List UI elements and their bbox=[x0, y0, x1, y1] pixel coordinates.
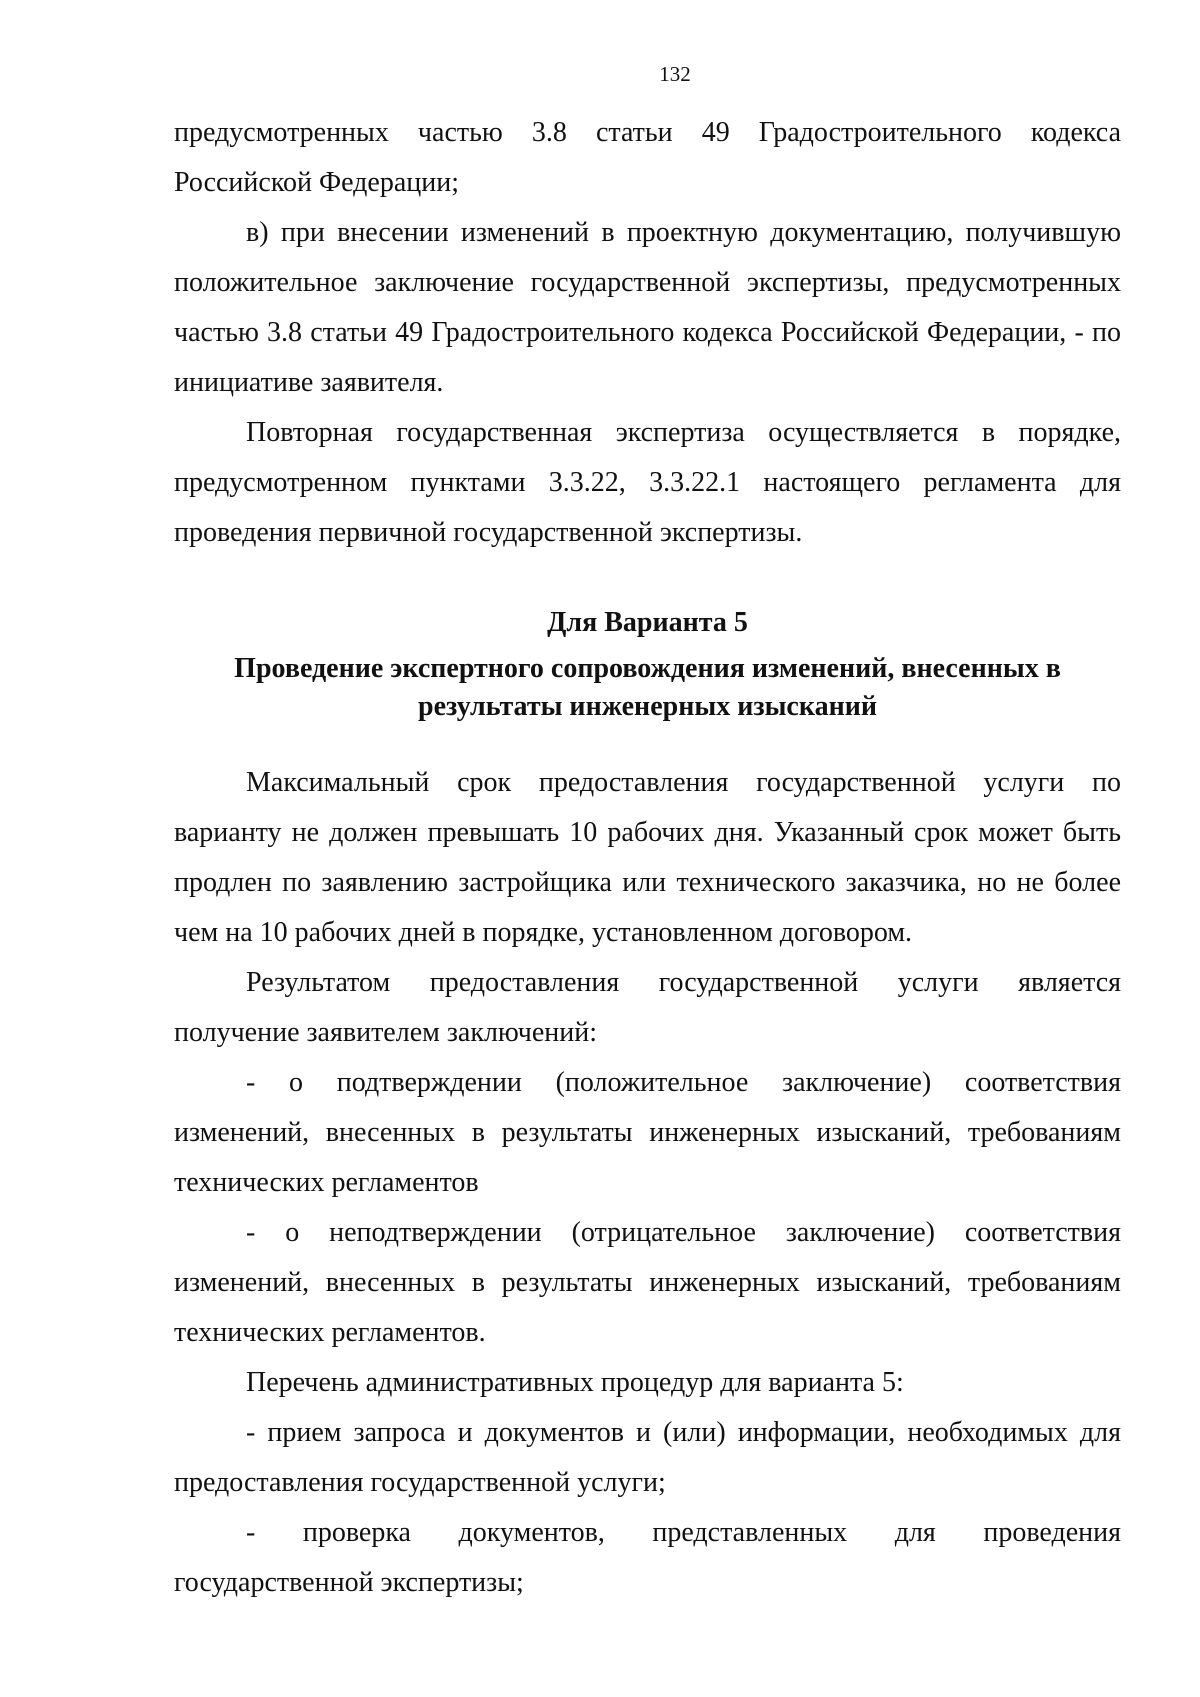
list-item-positive: - о подтверждении (положительное заключение) соответствия изменений, внесенных в результаты инженерных изысканий, требованиям технических регламентов bbox=[174, 1067, 1121, 1198]
heading-title-line-2: результаты инженерных изысканий bbox=[418, 691, 877, 722]
page-number: 132 bbox=[659, 62, 691, 86]
paragraph-item-v: в) при внесении изменений в проектную документацию, получившую положительное заключение государственной экспертизы, предусмотренных частью 3.8 статьи 49 Градостроительного кодекса Российской Федерации, - по инициативе заявителя. bbox=[174, 217, 1121, 398]
text-block-2 bbox=[174, 758, 1121, 1608]
list-item-request: - прием запроса и документов и (или) информации, необходимых для предоставления государственной услуги; bbox=[174, 1417, 1121, 1498]
list-item-check-documents: - проверка документов, представленных для проведения государственной экспертизы; bbox=[174, 1517, 1121, 1598]
paragraph-continuation: предусмотренных частью 3.8 статьи 49 Градостроительного кодекса Российской Федерации; bbox=[174, 117, 1121, 198]
paragraph-max-term: Максимальный срок предоставления государственной услуги по варианту не должен превышать 10 рабочих дня. Указанный срок может быть продлен по заявлению застройщика или технического заказчика, но не более чем на 10 рабочих дней в порядке, установленном договором. bbox=[174, 767, 1121, 948]
section-heading bbox=[174, 604, 1121, 726]
heading-title-line-1: Проведение экспертного сопровождения изменений, внесенных в bbox=[234, 653, 1061, 684]
heading-variant: Для Варианта 5 bbox=[547, 607, 748, 638]
paragraph-repeat-expertise: Повторная государственная экспертиза осуществляется в порядке, предусмотренном пунктами 3.3.22, 3.3.22.1 настоящего регламента для проведения первичной государственной экспертизы. bbox=[174, 417, 1121, 548]
text-block-1 bbox=[174, 108, 1121, 558]
paragraph-result: Результатом предоставления государственной услуги является получение заявителем заключений: bbox=[174, 967, 1121, 1048]
list-item-negative: - о неподтверждении (отрицательное заключение) соответствия изменений, внесенных в результаты инженерных изысканий, требованиям технических регламентов. bbox=[174, 1217, 1121, 1348]
paragraph-procedures-intro: Перечень административных процедур для варианта 5: bbox=[246, 1367, 904, 1398]
